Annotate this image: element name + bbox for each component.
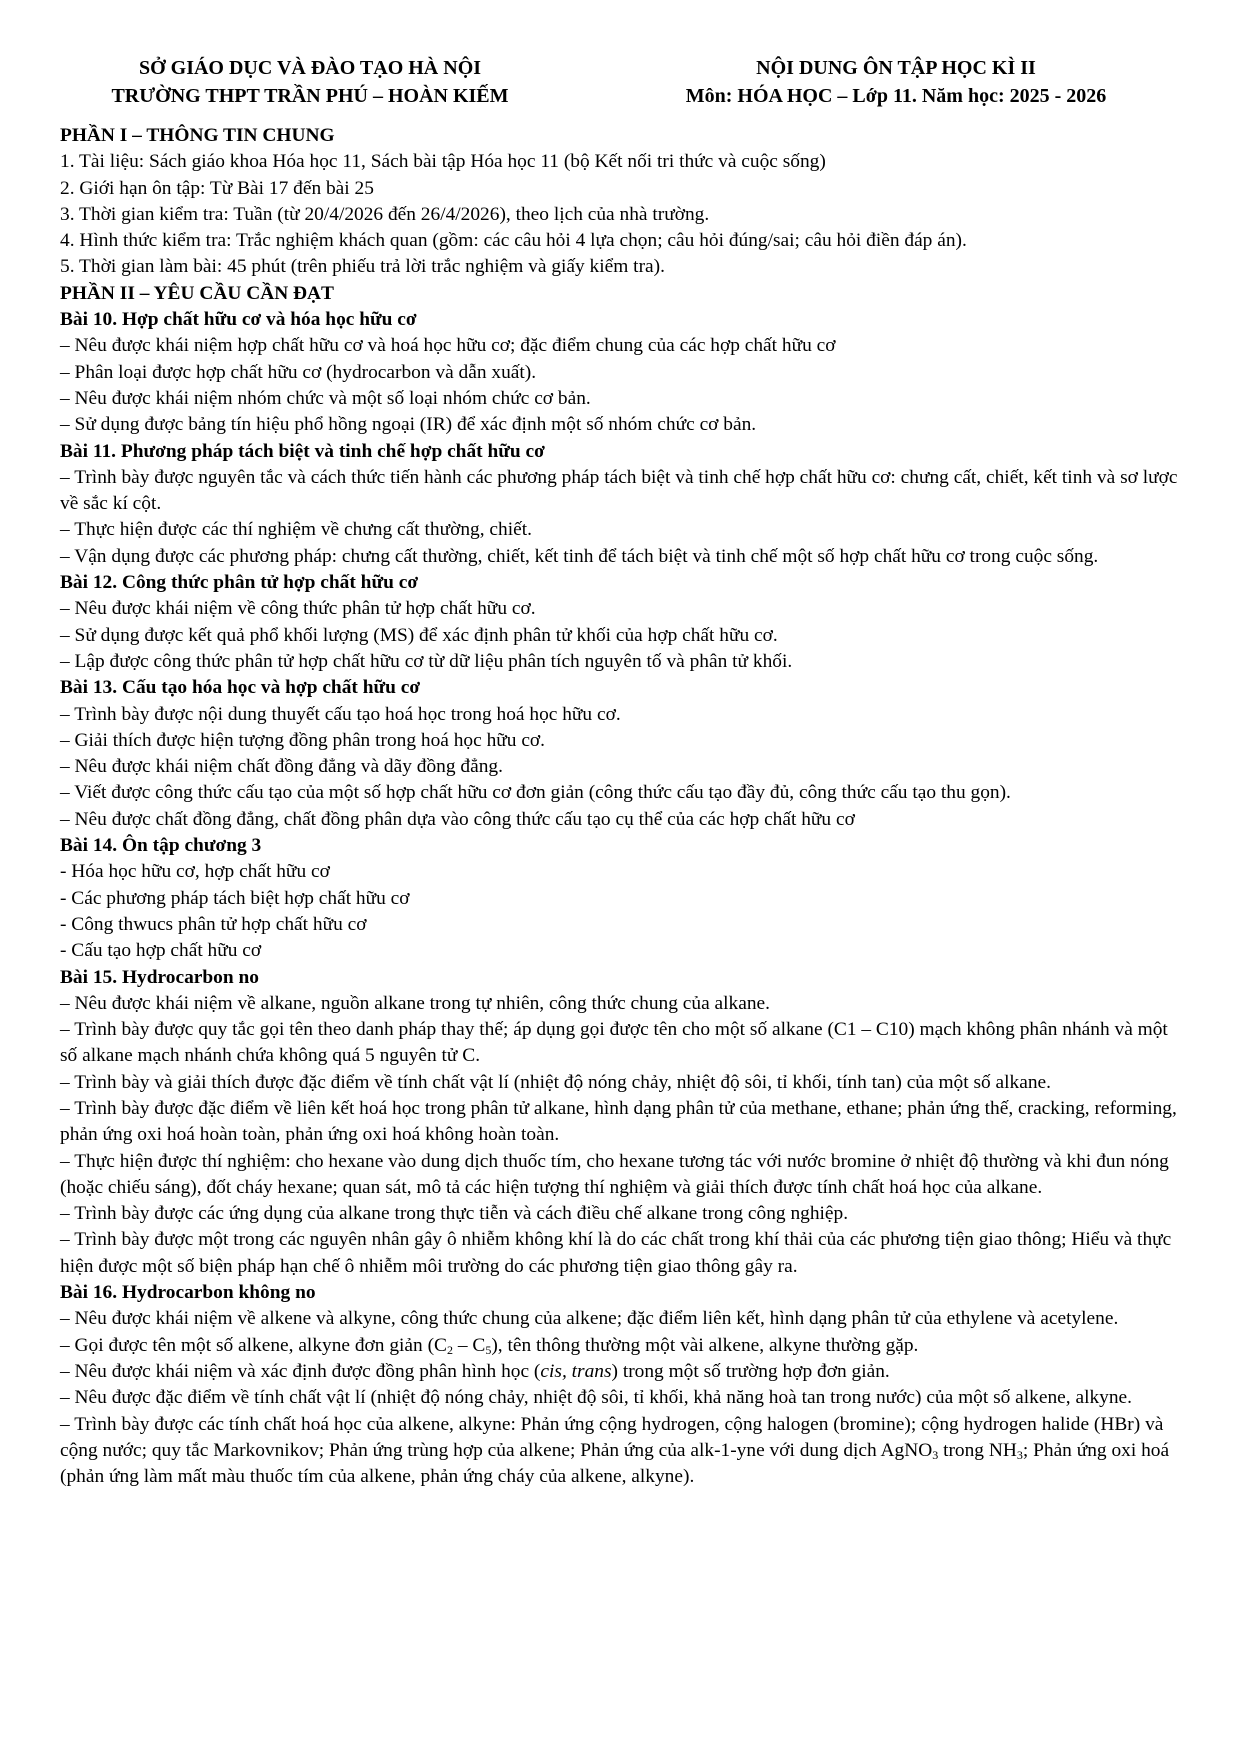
- document-body: [60, 123, 1181, 1490]
- lesson-16-item: [60, 1359, 1181, 1385]
- subject-line: Môn: HÓA HỌC – Lớp 11. Năm học: 2025 - 2026: [685, 85, 1107, 107]
- text-run: ; Phản ứng oxi hoá (phản ứng làm mất màu thuốc tím của alkene, phản ứng cháy của alkene, alkyne).: [60, 1439, 1170, 1488]
- lesson-16-title: Bài 16. Hydrocarbon không no: [60, 1282, 316, 1304]
- lesson-13-item: – Trình bày được nội dung thuyết cấu tạo hoá học trong hoá học hữu cơ.: [60, 703, 621, 725]
- lesson-11-title: Bài 11. Phương pháp tách biệt và tinh chế hợp chất hữu cơ: [60, 440, 545, 462]
- lesson-14-item: - Cấu tạo hợp chất hữu cơ: [60, 940, 262, 962]
- part1-item: 5. Thời gian làm bài: 45 phút (trên phiếu trả lời trắc nghiệm và giấy kiểm tra).: [60, 256, 665, 278]
- lesson-16-item: – Nêu được đặc điểm về tính chất vật lí (nhiệt độ nóng chảy, nhiệt độ sôi, tỉ khối, khả năng hoà tan trong nước) của một số alkene, alkyne.: [60, 1387, 1133, 1409]
- subscript: 5: [485, 1342, 492, 1357]
- lesson-13-title: Bài 13. Cấu tạo hóa học và hợp chất hữu cơ: [60, 677, 421, 699]
- lesson-15-item: – Trình bày được một trong các nguyên nhân gây ô nhiễm không khí là do các chất trong khí thải của các phương tiện giao thông; Hiểu và thực hiện được một số biện pháp hạn chế ô nhiễm môi trường do các phương tiện giao thông gây ra.: [60, 1229, 1172, 1277]
- lesson-15-item: – Trình bày và giải thích được đặc điểm về tính chất vật lí (nhiệt độ nóng chảy, nhiệt độ sôi, tỉ khối, tính tan) của một số alkane.: [60, 1071, 1051, 1093]
- subscript: 3: [932, 1447, 939, 1462]
- lesson-13-item: – Viết được công thức cấu tạo của một số hợp chất hữu cơ đơn giản (công thức cấu tạo đầy đủ, công thức cấu tạo thu gọn).: [60, 782, 1011, 804]
- lesson-10-item: – Nêu được khái niệm nhóm chức và một số loại nhóm chức cơ bản.: [60, 387, 591, 409]
- lesson-14-item: - Công thwucs phân tử hợp chất hữu cơ: [60, 913, 367, 935]
- italic-text: cis, trans: [540, 1360, 612, 1382]
- lesson-16-item: – Nêu được khái niệm về alkene và alkyne, công thức chung của alkene; đặc điểm liên kết, hình dạng phân tử của ethylene và acetylene.: [60, 1308, 1119, 1330]
- text-run: trong NH: [938, 1439, 1017, 1461]
- lesson-15-item: – Trình bày được quy tắc gọi tên theo danh pháp thay thế; áp dụng gọi được tên cho một số alkane (C1 – C10) mạch không phân nhánh và một số alkane mạch nhánh chứa không quá 5 nguyên tử C.: [60, 1019, 1168, 1067]
- lesson-11-item: – Vận dụng được các phương pháp: chưng cất thường, chiết, kết tinh để tách biệt và tinh chế một số hợp chất hữu cơ trong cuộc sống.: [60, 545, 1099, 567]
- part1-title: PHẦN I – THÔNG TIN CHUNG: [60, 125, 335, 146]
- lesson-11-item: – Trình bày được nguyên tắc và cách thức tiến hành các phương pháp tách biệt và tinh chế hợp chất hữu cơ: chưng cất, chiết, kết tinh và sơ lược về sắc kí cột.: [60, 466, 1178, 515]
- lesson-15-item: – Trình bày được các ứng dụng của alkane trong thực tiễn và cách điều chế alkane trong công nghiệp.: [60, 1203, 849, 1225]
- text-run: – Gọi được tên một số alkene, alkyne đơn giản (C: [60, 1334, 447, 1356]
- document-title: NỘI DUNG ÔN TẬP HỌC KÌ II: [756, 57, 1036, 79]
- school-info: [60, 54, 560, 114]
- lesson-10-item: – Nêu được khái niệm hợp chất hữu cơ và hoá học hữu cơ; đặc điểm chung của các hợp chất hữu cơ: [60, 335, 836, 357]
- lesson-10-item: – Sử dụng được bảng tín hiệu phổ hồng ngoại (IR) để xác định một số nhóm chức cơ bản.: [60, 414, 757, 436]
- document-page: [60, 54, 1181, 1490]
- school-name: TRƯỜNG THPT TRẦN PHÚ – HOÀN KIẾM: [111, 85, 509, 107]
- part1-item: 1. Tài liệu: Sách giáo khoa Hóa học 11, Sách bài tập Hóa học 11 (bộ Kết nối tri thức và cuộc sống): [60, 151, 826, 173]
- part1-item: 3. Thời gian kiểm tra: Tuần (từ 20/4/2026 đến 26/4/2026), theo lịch của nhà trường.: [60, 203, 710, 225]
- lesson-14-item: - Các phương pháp tách biệt hợp chất hữu cơ: [60, 887, 410, 909]
- text-run: – C: [452, 1334, 486, 1356]
- text-run: – Nêu được khái niệm và xác định được đồng phân hình học (: [60, 1360, 541, 1382]
- subscript: 2: [446, 1342, 453, 1357]
- document-title-block: [616, 54, 1176, 114]
- lesson-14-title: Bài 14. Ôn tập chương 3: [60, 835, 262, 857]
- lesson-12-item: – Sử dụng được kết quả phổ khối lượng (MS) để xác định phân tử khối của hợp chất hữu cơ.: [60, 624, 778, 646]
- lesson-16-item: [60, 1333, 1181, 1359]
- lesson-10-item: – Phân loại được hợp chất hữu cơ (hydrocarbon và dẫn xuất).: [60, 361, 537, 383]
- lesson-15-item: – Nêu được khái niệm về alkane, nguồn alkane trong tự nhiên, công thức chung của alkane.: [60, 992, 770, 1014]
- lesson-12-item: – Nêu được khái niệm về công thức phân tử hợp chất hữu cơ.: [60, 598, 536, 620]
- part2-title: PHẦN II – YÊU CẦU CẦN ĐẠT: [60, 282, 334, 304]
- part1-item: 4. Hình thức kiểm tra: Trắc nghiệm khách quan (gồm: các câu hỏi 4 lựa chọn; câu hỏi đúng/sai; câu hỏi điền đáp án).: [60, 230, 967, 252]
- lesson-11-item: – Thực hiện được các thí nghiệm về chưng cất thường, chiết.: [60, 519, 532, 541]
- document-header: [60, 54, 1181, 114]
- text-run: – Trình bày được các tính chất hoá học của alkene, alkyne: Phản ứng cộng hydrogen, cộng halogen (bromine); cộng hydrogen halide (HBr) và cộng nước; quy tắc Markovnikov; Phản ứng trùng hợp của alkene; Phản ứng của alk-1-yne với dung dịch AgNO: [60, 1413, 1164, 1461]
- lesson-13-item: – Nêu được chất đồng đẳng, chất đồng phân dựa vào công thức cấu tạo cụ thể của các hợp chất hữu cơ: [60, 808, 855, 830]
- lesson-16-item: [60, 1412, 1181, 1491]
- text-run: ) trong một số trường hợp đơn giản.: [611, 1360, 890, 1382]
- lesson-12-item: – Lập được công thức phân tử hợp chất hữu cơ từ dữ liệu phân tích nguyên tố và phân tử khối.: [60, 650, 793, 672]
- lesson-14-item: - Hóa học hữu cơ, hợp chất hữu cơ: [60, 861, 330, 883]
- lesson-13-item: – Nêu được khái niệm chất đồng đẳng và dãy đồng đẳng.: [60, 756, 503, 778]
- lesson-15-title: Bài 15. Hydrocarbon no: [60, 966, 259, 988]
- subscript: 3: [1016, 1447, 1023, 1462]
- lesson-10-title: Bài 10. Hợp chất hữu cơ và hóa học hữu cơ: [60, 309, 417, 331]
- part1-item: 2. Giới hạn ôn tập: Từ Bài 17 đến bài 25: [60, 177, 374, 199]
- lesson-15-item: – Trình bày được đặc điểm về liên kết hoá học trong phân tử alkane, hình dạng phân tử của methane, ethane; phản ứng thế, cracking, reforming, phản ứng oxi hoá hoàn toàn, phản ứng oxi hoá không hoàn toàn.: [60, 1097, 1177, 1146]
- text-run: ), tên thông thường một vài alkene, alkyne thường gặp.: [491, 1334, 919, 1356]
- lesson-13-item: – Giải thích được hiện tượng đồng phân trong hoá học hữu cơ.: [60, 729, 546, 751]
- department-name: SỞ GIÁO DỤC VÀ ĐÀO TẠO HÀ NỘI: [138, 57, 482, 79]
- lesson-15-item: – Thực hiện được thí nghiệm: cho hexane vào dung dịch thuốc tím, cho hexane tương tác với nước bromine ở nhiệt độ thường và khi đun nóng (hoặc chiếu sáng), đốt cháy hexane; quan sát, mô tả các hiện tượng thí nghiệm và giải thích được tính chất hoá học của alkane.: [60, 1150, 1169, 1198]
- lesson-12-title: Bài 12. Công thức phân tử hợp chất hữu cơ: [60, 572, 419, 594]
